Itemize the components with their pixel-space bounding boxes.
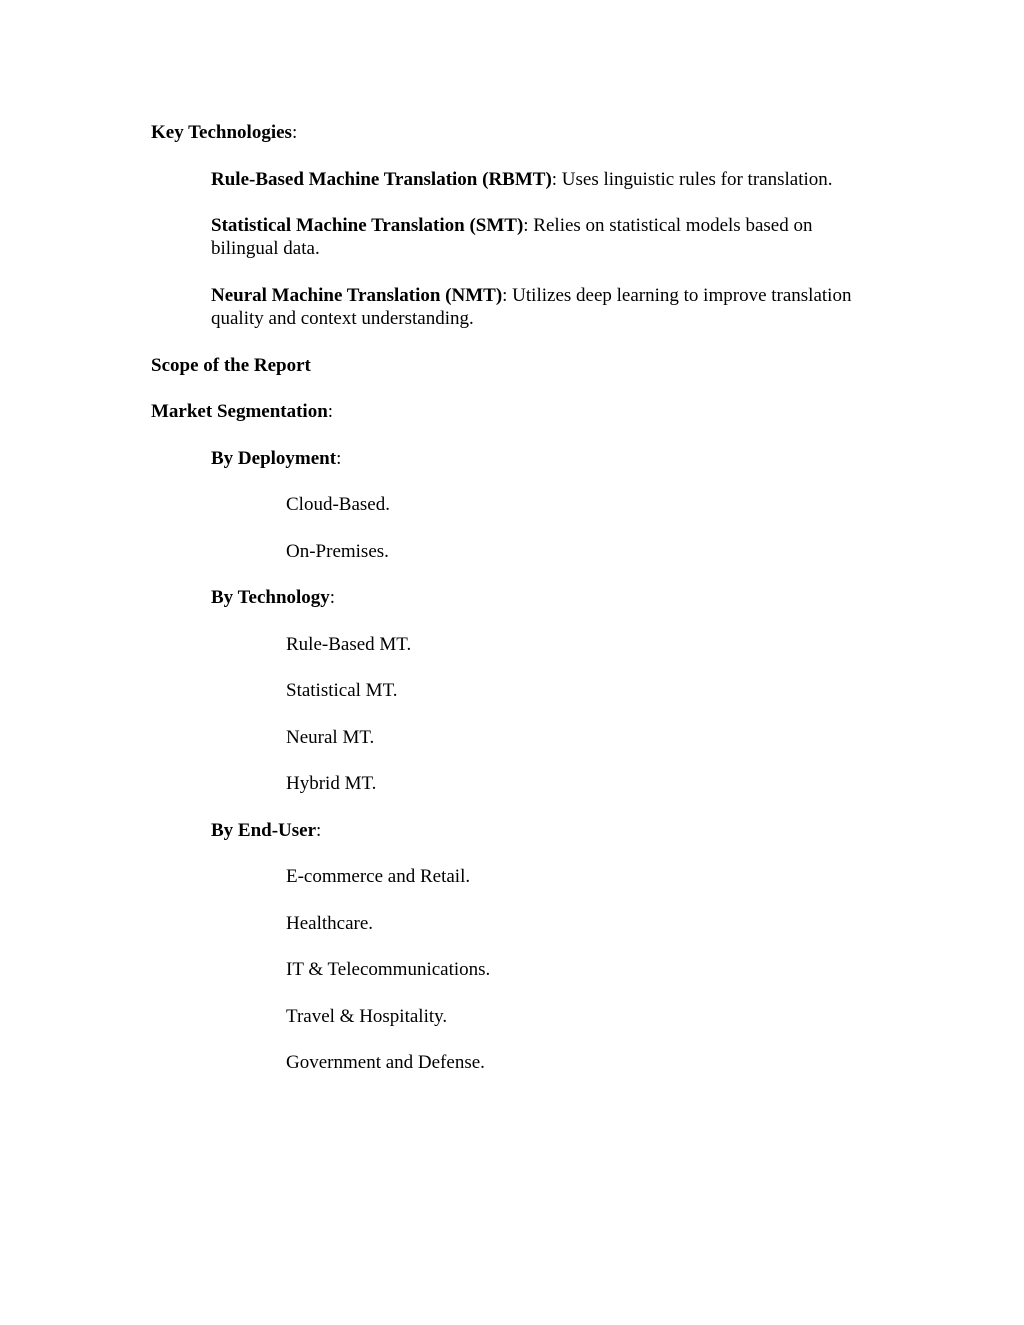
segment-technology-colon: : bbox=[329, 587, 336, 608]
list-item: Healthcare. bbox=[286, 913, 374, 934]
tech-desc-nmt-continued: quality and context understanding. bbox=[211, 308, 474, 329]
segment-end-user-heading bbox=[211, 819, 321, 842]
list-item: Statistical MT. bbox=[286, 680, 398, 701]
tech-term-smt: Statistical Machine Translation (SMT) bbox=[211, 215, 524, 236]
tech-desc-smt: : Relies on statistical models based on bbox=[523, 215, 813, 236]
segment-technology-label: By Technology bbox=[211, 587, 330, 608]
segment-deployment-label: By Deployment bbox=[211, 448, 337, 469]
key-technologies-title: Key Technologies bbox=[151, 122, 292, 143]
tech-item-rbmt bbox=[211, 168, 833, 191]
tech-item-smt bbox=[211, 214, 812, 237]
list-item: Cloud-Based. bbox=[286, 494, 390, 515]
tech-desc-rbmt: : Uses linguistic rules for translation. bbox=[551, 169, 833, 190]
list-item: E-commerce and Retail. bbox=[286, 866, 471, 887]
list-item: On-Premises. bbox=[286, 541, 389, 562]
list-item: Hybrid MT. bbox=[286, 773, 377, 794]
scope-heading: Scope of the Report bbox=[151, 355, 311, 376]
segment-deployment-heading bbox=[211, 447, 341, 470]
segment-deployment-colon: : bbox=[336, 448, 342, 469]
segment-end-user-colon: : bbox=[316, 820, 322, 841]
tech-item-nmt bbox=[211, 284, 851, 307]
segment-end-user-label: By End-User bbox=[211, 820, 317, 841]
tech-desc-nmt: : Utilizes deep learning to improve translation bbox=[502, 285, 852, 306]
tech-term-rbmt: Rule-Based Machine Translation (RBMT) bbox=[211, 169, 552, 190]
market-segmentation-colon: : bbox=[327, 401, 334, 422]
list-item: Government and Defense. bbox=[286, 1052, 485, 1073]
tech-desc-smt-continued: bilingual data. bbox=[211, 238, 320, 259]
list-item: IT & Telecommunications. bbox=[286, 959, 491, 980]
list-item: Neural MT. bbox=[286, 727, 375, 748]
market-segmentation-title: Market Segmentation bbox=[151, 401, 328, 422]
market-segmentation-heading bbox=[151, 400, 333, 423]
list-item: Travel & Hospitality. bbox=[286, 1006, 448, 1027]
key-technologies-heading bbox=[151, 121, 297, 144]
key-technologies-colon: : bbox=[291, 122, 298, 143]
tech-term-nmt: Neural Machine Translation (NMT) bbox=[211, 285, 503, 306]
segment-technology-heading bbox=[211, 586, 335, 609]
list-item: Rule-Based MT. bbox=[286, 634, 412, 655]
